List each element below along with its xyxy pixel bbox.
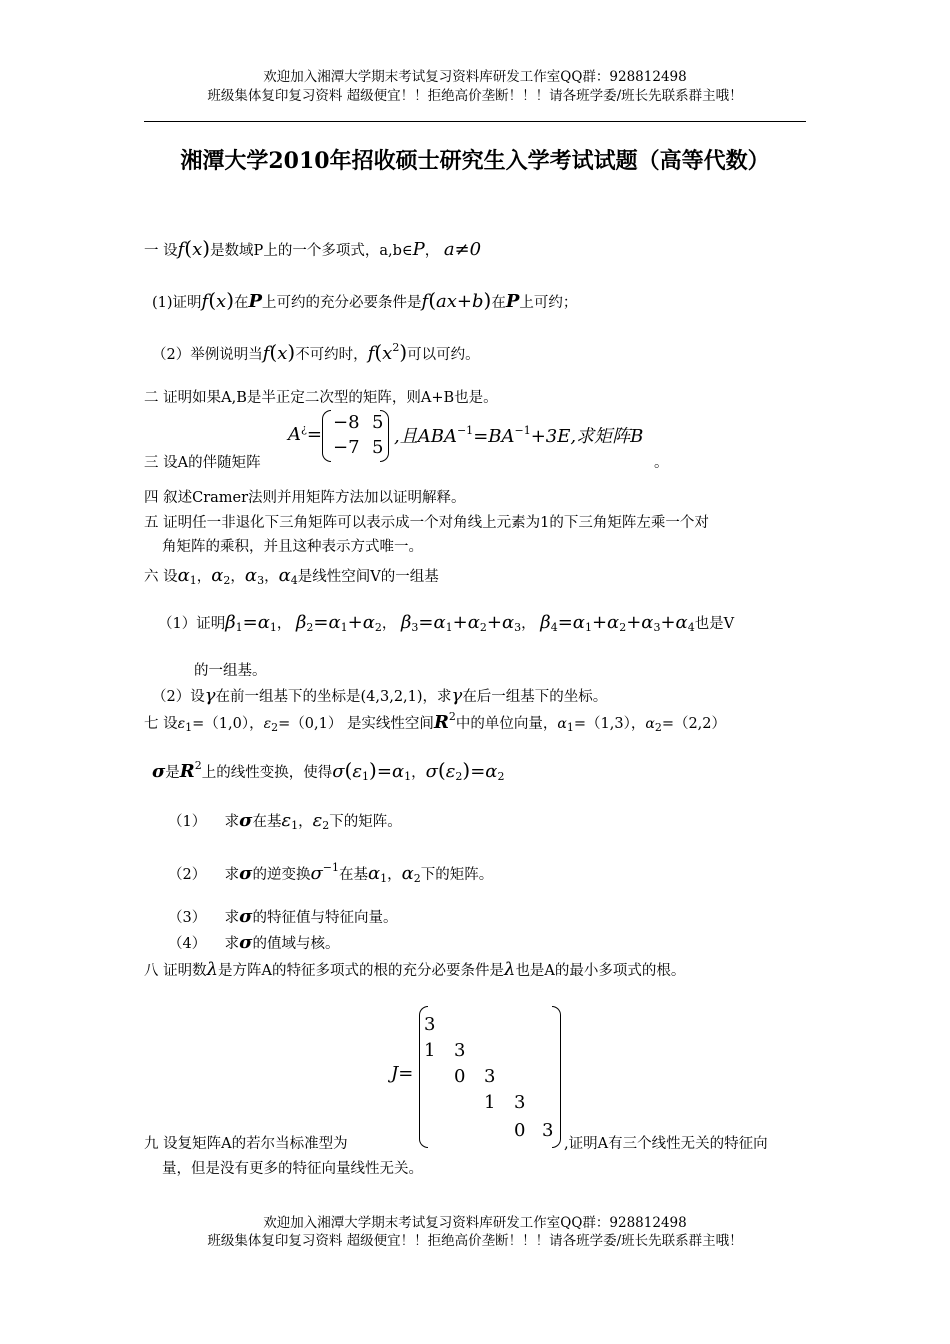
matrix-right-bracket <box>380 410 389 462</box>
question-1-intro: 一 设f(x)是数域P上的一个多项式，a,b∈P， a≠0 <box>144 236 482 260</box>
jordan-cell: 3 <box>514 1092 526 1113</box>
question-6-part-1: （1）证明$\beta_1=\alpha_1$， $\beta_2=\alpha_1+\alpha_2$， $\beta_3=\alpha_1+\alpha_2+\alpha_3$， $\beta_4=\alpha_1+\alpha_2+\alpha_3+\alpha_4$也是V <box>158 612 735 634</box>
question-2: 二 证明如果A,B是半正定二次型的矩阵，则A+B也是。 <box>144 390 498 406</box>
jordan-cell: 0 <box>514 1120 526 1141</box>
question-7-item-2: （2） 求σ的逆变换$\sigma^{-1}$在基$\alpha_1$，$\alpha_2$下的矩阵。 <box>168 861 494 885</box>
jordan-right-bracket <box>552 1006 561 1148</box>
jordan-cell: 1 <box>484 1092 496 1113</box>
question-4: 四 叙述Cramer法则并用矩阵方法加以证明解释。 <box>144 490 466 506</box>
footer-line-1: 欢迎加入湘潭大学期末考试复习资料库研发工作室QQ群：928812498 <box>263 1215 687 1231</box>
jordan-cell: 1 <box>424 1040 436 1061</box>
question-8: 八 证明数λ是方阵A的特征多项式的根的充分必要条件是λ也是A的最小多项式的根。 <box>144 959 686 980</box>
jordan-label: J= <box>391 1063 414 1084</box>
matrix-left-bracket <box>322 410 331 462</box>
question-1-part-2: （2）举例说明当f(x)不可约时，$f(x^2)$可以可约。 <box>152 340 480 364</box>
question-6-part-1-cont: 的一组基。 <box>194 663 267 679</box>
question-7-intro: 七 设$\varepsilon_1=(1,0)$，$\varepsilon_2=(0,1)$ 是实线性空间$R^2$中的单位向量，$\alpha_1=(1,3)$，$\alpha_2=(2,2)$ <box>144 710 727 734</box>
matrix-cell: −7 <box>333 437 360 458</box>
jordan-cell: 3 <box>424 1014 436 1035</box>
question-7-item-4: （4） 求σ的值域与核。 <box>168 932 340 953</box>
header-divider <box>144 121 806 122</box>
jordan-cell: 3 <box>454 1040 466 1061</box>
matrix-cell: −8 <box>333 412 360 433</box>
question-9-line-2: 量，但是没有更多的特征向量线性无关。 <box>162 1161 423 1177</box>
jordan-cell: 3 <box>542 1120 554 1141</box>
question-5-line-1: 五 证明任一非退化下三角矩阵可以表示成一个对角线上元素为1的下三角矩阵左乘一个对 <box>144 515 709 531</box>
jordan-cell: 0 <box>454 1066 466 1087</box>
question-9-lead: 九 设复矩阵A的若尔当标准型为 <box>144 1136 348 1152</box>
question-3-lead: 三 设A的伴随矩阵 <box>144 455 261 471</box>
question-6-part-2: （2）设γ在前一组基下的坐标是(4,3,2,1)，求γ在后一组基下的坐标。 <box>152 685 608 706</box>
page-title: 湘潭大学2010年招收硕士研究生入学考试试题（高等代数） <box>180 148 770 174</box>
question-9-tail: ,证明A有三个线性无关的特征向 <box>564 1136 768 1152</box>
question-3-formula: A¿= <box>288 422 322 445</box>
question-3-condition: ,且$ABA^{-1}=BA^{-1}+3E$,求矩阵B <box>394 424 644 447</box>
header-line-2: 班级集体复印复习资料 超级便宜！！拒绝高价垄断！！！请各班学委/班长先联系群主哦！ <box>207 88 743 104</box>
header-line-1: 欢迎加入湘潭大学期末考试复习资料库研发工作室QQ群：928812498 <box>263 69 687 85</box>
question-7-item-3: （3） 求σ的特征值与特征向量。 <box>168 906 398 927</box>
question-7-definition: σ是$R^2$上的线性变换，使得$\sigma(\varepsilon_1)=\alpha_1$，$\sigma(\varepsilon_2)=\alpha_2$ <box>152 758 505 783</box>
question-5-line-2: 角矩阵的乘积，并且这种表示方式唯一。 <box>162 539 423 555</box>
question-7-item-1: （1） 求σ在基$\varepsilon_1$，$\varepsilon_2$下的矩阵。 <box>168 810 402 832</box>
matrix-cell: 5 <box>372 412 384 433</box>
question-6-intro: 六 设$\alpha_1$，$\alpha_2$，$\alpha_3$，$\alpha_4$是线性空间V的一组基 <box>144 565 439 587</box>
question-3-end: 。 <box>654 455 669 471</box>
footer-line-2: 班级集体复印复习资料 超级便宜！！拒绝高价垄断！！！请各班学委/班长先联系群主哦！ <box>207 1233 743 1249</box>
jordan-cell: 3 <box>484 1066 496 1087</box>
matrix-cell: 5 <box>372 437 384 458</box>
question-1-part-1: (1)证明f(x)在P上可约的充分必要条件是f(ax+b)在P上可约； <box>152 288 578 312</box>
